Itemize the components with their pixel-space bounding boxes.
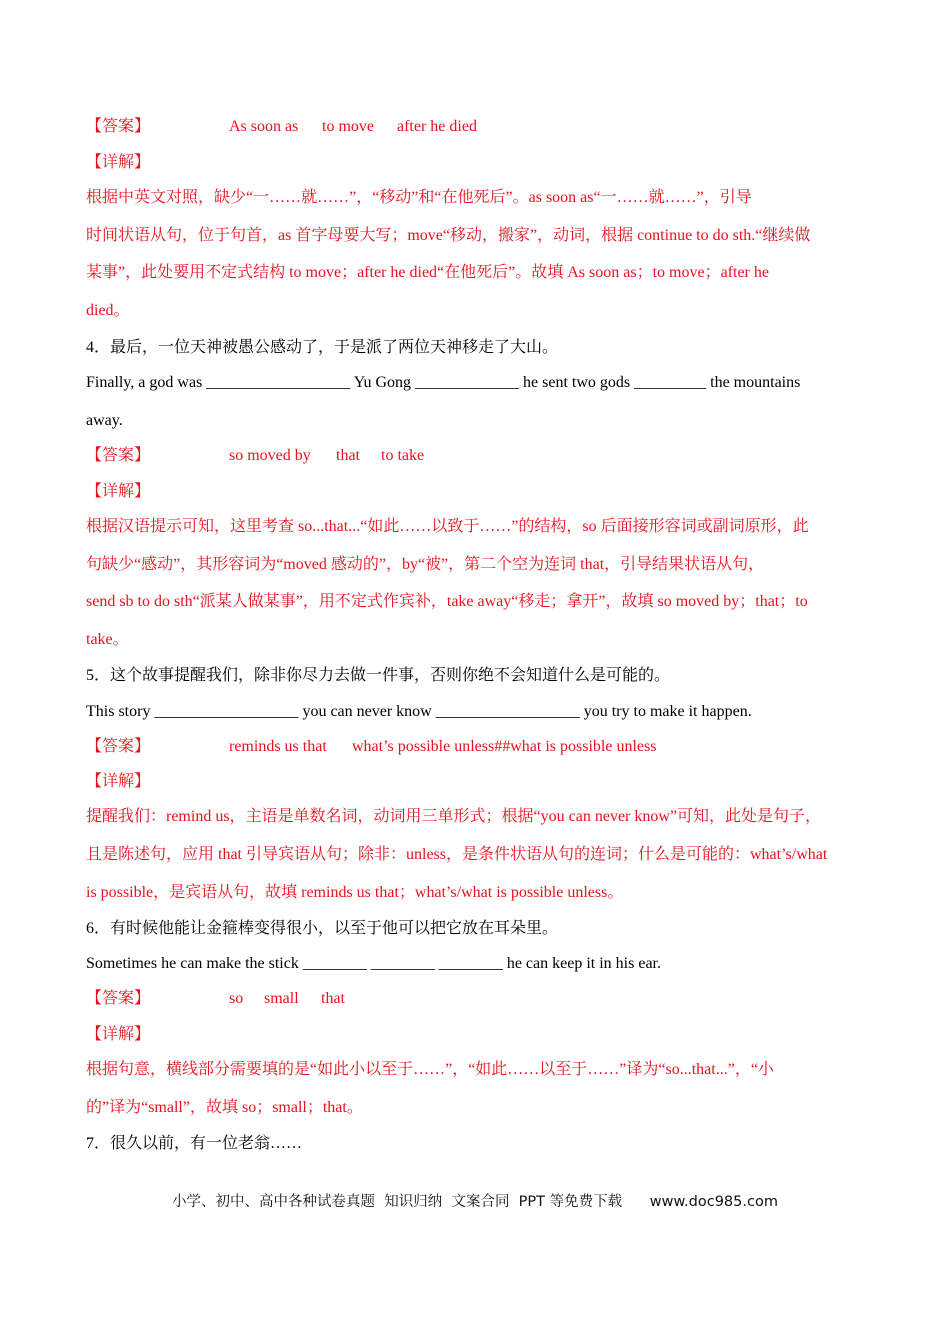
q5-answer-row [86, 736, 864, 758]
explanation-line: 根据句意，横线部分需要填的是“如此小以至于……”，“如此……以至于……”译为“so...that...”，“小 [86, 1061, 774, 1078]
question-7: 7．很久以前，有一位老翁…… [86, 1135, 303, 1152]
explanation-line: 根据汉语提示可知，这里考查 so...that...“如此……以致于……”的结构，so 后面接形容词或副词原形，此 [86, 518, 809, 535]
footer-text: 小学、初中、高中各种试卷真题 知识归纳 文案合同 PPT 等免费下载 [172, 1194, 623, 1210]
answer-tag: 【答案】 [86, 990, 151, 1007]
q6-answer-row [86, 988, 864, 1010]
answer-blank-2: small [264, 990, 299, 1007]
answer-blank-1: so [229, 990, 244, 1007]
answer-blank-1: reminds us that [229, 738, 327, 755]
explanation-line: 句缺少“感动”，其形容词为“moved 感动的”，by“被”，第二个空为连词 that，引导结果状语从句， [86, 556, 765, 573]
answer-blank-3: to take [381, 447, 425, 464]
detail-tag: 【详解】 [86, 1026, 151, 1043]
footer-url[interactable]: www.doc985.com [649, 1194, 778, 1210]
answer-blank-3: after he died [397, 118, 477, 135]
answer-blank-2: that [336, 447, 360, 464]
answer-blank-1: As soon as [229, 118, 299, 135]
answer-blank-3: that [321, 990, 345, 1007]
page-footer [0, 1190, 950, 1211]
detail-tag: 【详解】 [86, 154, 151, 171]
question-4-sentence: Finally, a god was __________________ Yu Gong _____________ he sent two gods _________ the mountains [86, 374, 801, 391]
answer-blank-2: what’s possible unless##what is possible unless [352, 738, 657, 755]
question-6: 6．有时候他能让金箍棒变得很小，以至于他可以把它放在耳朵里。 [86, 920, 559, 937]
explanation-line: died。 [86, 302, 130, 319]
question-4-sentence-cont: away. [86, 412, 123, 429]
question-6-sentence: Sometimes he can make the stick ________ ________ ________ he can keep it in his ear. [86, 955, 661, 972]
detail-tag: 【详解】 [86, 773, 151, 790]
detail-tag: 【详解】 [86, 483, 151, 500]
answer-tag: 【答案】 [86, 738, 151, 755]
explanation-line: 时间状语从句，位于句首，as 首字母要大写；move“移动，搬家”，动词，根据 continue to do sth.“继续做 [86, 227, 811, 244]
question-4: 4．最后，一位天神被愚公感动了，于是派了两位天神移走了大山。 [86, 339, 559, 356]
explanation-line: 的”译为“small”，故填 so；small；that。 [86, 1099, 363, 1116]
explanation-line: take。 [86, 631, 129, 648]
question-5-sentence: This story __________________ you can never know __________________ you try to make it happen. [86, 703, 752, 720]
answer-blank-1: so moved by [229, 447, 311, 464]
explanation-line: 某事”，此处要用不定式结构 to move；after he died“在他死后”。故填 As soon as；to move；after he [86, 264, 769, 281]
explanation-line: 且是陈述句，应用 that 引导宾语从句；除非：unless，是条件状语从句的连词；什么是可能的：what’s/what [86, 846, 828, 863]
explanation-line: is possible，是宾语从句，故填 reminds us that；what’s/what is possible unless。 [86, 884, 624, 901]
explanation-line: 提醒我们：remind us，主语是单数名词，动词用三单形式；根据“you can never know”可知，此处是句子， [86, 808, 822, 825]
answer-tag: 【答案】 [86, 447, 151, 464]
answer-tag: 【答案】 [86, 118, 151, 135]
question-5: 5．这个故事提醒我们，除非你尽力去做一件事，否则你绝不会知道什么是可能的。 [86, 667, 671, 684]
explanation-line: send sb to do sth“派某人做某事”，用不定式作宾补，take away“移走；拿开”，故填 so moved by；that；to [86, 593, 808, 610]
answer-blank-2: to move [322, 118, 374, 135]
q3-answer-row [86, 116, 864, 138]
explanation-line: 根据中英文对照，缺少“一……就……”，“移动”和“在他死后”。as soon as“一……就……”，引导 [86, 189, 752, 206]
q4-answer-row [86, 445, 864, 467]
